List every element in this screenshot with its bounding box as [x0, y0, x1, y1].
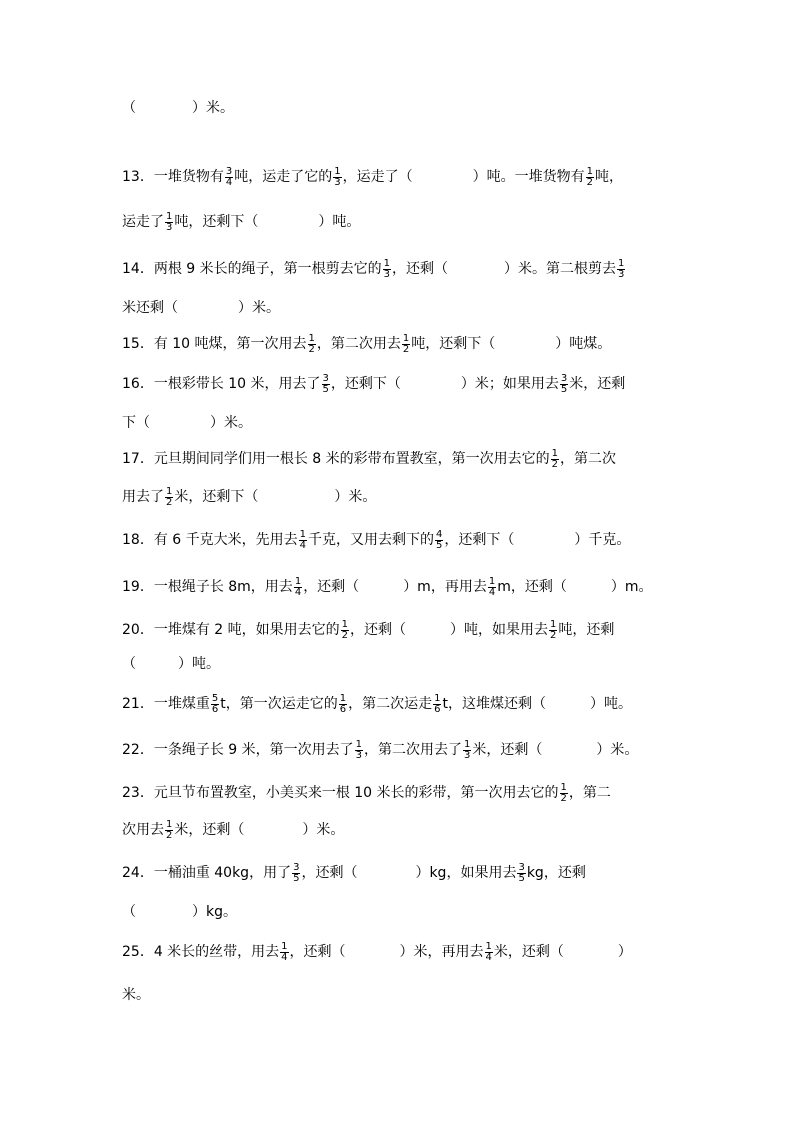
- text: 17．元旦期间同学们用一根长 8 米的彩带布置教室，第一次用去它的: [122, 451, 550, 467]
- text: 24．一桶油重 40kg，用了: [122, 865, 292, 881]
- text: ）kg，如果用去: [415, 865, 517, 881]
- fraction: $\frac{1}{2}$: [166, 818, 173, 841]
- text: 吨，运走了它的: [234, 169, 333, 185]
- question-21: [122, 693, 684, 715]
- question-16: [122, 373, 684, 395]
- question-25: [122, 941, 684, 963]
- text: ）m。: [610, 579, 653, 595]
- text: ）吨。: [318, 214, 361, 230]
- text: 19．一根绳子长 8m，用去: [122, 579, 293, 595]
- fraction: $\frac{1}{2}$: [551, 447, 558, 470]
- text: 18．有 6 千克大米，先用去: [122, 532, 298, 548]
- fraction: $\frac{1}{3}$: [334, 165, 341, 188]
- text: 米，还剩: [569, 376, 626, 392]
- fraction: $\frac{1}{2}$: [586, 165, 593, 188]
- fraction: $\frac{1}{4}$: [488, 575, 496, 598]
- fraction: $\frac{1}{2}$: [166, 485, 173, 508]
- fraction: $\frac{1}{2}$: [341, 618, 348, 641]
- question-23-cont: [122, 819, 684, 841]
- text: t，这堆煤还剩（: [442, 696, 546, 712]
- fraction: $\frac{3}{4}$: [225, 165, 233, 188]
- text: 千克，又用去剩下的: [308, 532, 434, 548]
- text: 吨，还剩: [558, 622, 615, 638]
- question-20-cont: [122, 653, 684, 675]
- fraction: $\frac{1}{3}$: [355, 738, 362, 761]
- fraction: $\frac{1}{6}$: [434, 692, 441, 715]
- text: ）吨。一堆货物有: [472, 169, 585, 185]
- text: （ ）kg。: [122, 904, 237, 920]
- text: 吨，还剩下（: [411, 336, 496, 352]
- text: m，还剩（: [497, 579, 567, 595]
- fraction: $\frac{1}{2}$: [402, 332, 410, 355]
- fraction: $\frac{1}{4}$: [299, 528, 306, 551]
- fraction: $\frac{3}{5}$: [293, 861, 300, 884]
- text: 14．两根 9 米长的绳子，第一根剪去它的: [122, 261, 382, 277]
- text: ）吨煤。: [555, 336, 612, 352]
- fraction: $\frac{1}{4}$: [485, 940, 492, 963]
- text: （ ）吨。: [122, 656, 220, 672]
- question-17-cont: [122, 486, 684, 508]
- question-24-cont: [122, 901, 684, 923]
- text: ，还剩下（: [444, 532, 515, 548]
- text: kg，还剩: [526, 865, 586, 881]
- fraction: $\frac{1}{3}$: [383, 257, 390, 280]
- text: 米，还剩（: [493, 944, 564, 960]
- text: 米还剩（: [122, 300, 178, 316]
- question-25-cont: [122, 984, 684, 1006]
- text: ）米。: [302, 822, 345, 838]
- text: 用去了: [122, 489, 164, 505]
- question-16-cont: [122, 412, 684, 434]
- fraction: $\frac{3}{5}$: [518, 861, 525, 884]
- text: 23．元旦节布置教室，小美买来一根 10 米长的彩带，第一次用去它的: [122, 785, 559, 801]
- question-14: [122, 258, 684, 280]
- text: 13．一堆货物有: [122, 169, 224, 185]
- text: ）米。第二根剪去: [504, 261, 616, 277]
- text: ，第二次运走: [348, 696, 433, 712]
- text: ）米。: [596, 742, 639, 758]
- text: 运走了: [122, 214, 164, 230]
- question-20: [122, 619, 684, 641]
- fraction: $\frac{1}{3}$: [464, 738, 471, 761]
- text: ，还剩（: [350, 622, 406, 638]
- text: t，第一次运走它的: [220, 696, 338, 712]
- fraction: $\frac{1}{3}$: [618, 257, 625, 280]
- fraction: $\frac{5}{6}$: [211, 692, 219, 715]
- text: 20．一堆煤有 2 吨，如果用去它的: [122, 622, 340, 638]
- question-14-cont: [122, 297, 684, 319]
- text: ，第二: [568, 785, 611, 801]
- fraction: $\frac{1}{2}$: [560, 781, 567, 804]
- text: ）吨。: [589, 696, 632, 712]
- text: ）米，再用去: [399, 944, 484, 960]
- text: ）吨，如果用去: [450, 622, 548, 638]
- text: 吨，还剩下（: [174, 214, 259, 230]
- text: 21．一堆煤重: [122, 696, 210, 712]
- text: 15．有 10 吨煤，第一次用去: [122, 336, 307, 352]
- text: 25．4 米长的丝带，用去: [122, 944, 280, 960]
- text: 下（: [122, 415, 150, 431]
- fraction: $\frac{1}{2}$: [550, 618, 557, 641]
- question-18: [122, 529, 684, 551]
- text: 米，还剩下（: [174, 489, 259, 505]
- text: ，还剩（: [301, 865, 358, 881]
- fraction: $\frac{1}{3}$: [166, 210, 173, 233]
- fraction: $\frac{3}{5}$: [322, 372, 329, 395]
- fraction: $\frac{1}{6}$: [339, 692, 347, 715]
- question-23: [122, 782, 684, 804]
- question-13-cont: [122, 211, 684, 233]
- text: 米，还剩（: [472, 742, 543, 758]
- text: 16．一根彩带长 10 米，用去了: [122, 376, 321, 392]
- text: 吨，: [594, 169, 623, 185]
- fraction: $\frac{3}{5}$: [560, 372, 568, 395]
- fraction: $\frac{1}{4}$: [294, 575, 302, 598]
- question-19: [122, 576, 684, 598]
- text: ）米。: [238, 300, 280, 316]
- question-15: [122, 333, 684, 355]
- text: ，第二次用去了: [364, 742, 462, 758]
- text: ，还剩（: [289, 944, 346, 960]
- text: ，第二次用去: [316, 336, 401, 352]
- text: ）米。: [334, 489, 377, 505]
- text: 米，还剩（: [174, 822, 245, 838]
- question-17: [122, 448, 684, 470]
- text: （ ）米。: [122, 100, 234, 116]
- fraction: $\frac{1}{4}$: [281, 940, 288, 963]
- fraction: $\frac{1}{2}$: [308, 332, 315, 355]
- question-22: [122, 739, 684, 761]
- question-13: [122, 166, 684, 188]
- text: ）米；如果用去: [460, 376, 559, 392]
- text: ，运走了（: [342, 169, 413, 185]
- text: ）: [617, 944, 632, 960]
- question-24: [122, 862, 684, 884]
- text: 米。: [122, 987, 150, 1003]
- text: ，还剩下（: [330, 376, 401, 392]
- answer-line-12-end: [122, 97, 684, 119]
- text: ，第二次: [560, 451, 616, 467]
- text: ，还剩（: [303, 579, 360, 595]
- fraction: $\frac{4}{5}$: [436, 528, 443, 551]
- text: ）m，再用去: [403, 579, 487, 595]
- text: ）米。: [210, 415, 252, 431]
- text: 次用去: [122, 822, 164, 838]
- text: ）千克。: [574, 532, 631, 548]
- text: 22．一条绳子长 9 米，第一次用去了: [122, 742, 354, 758]
- text: ，还剩（: [392, 261, 448, 277]
